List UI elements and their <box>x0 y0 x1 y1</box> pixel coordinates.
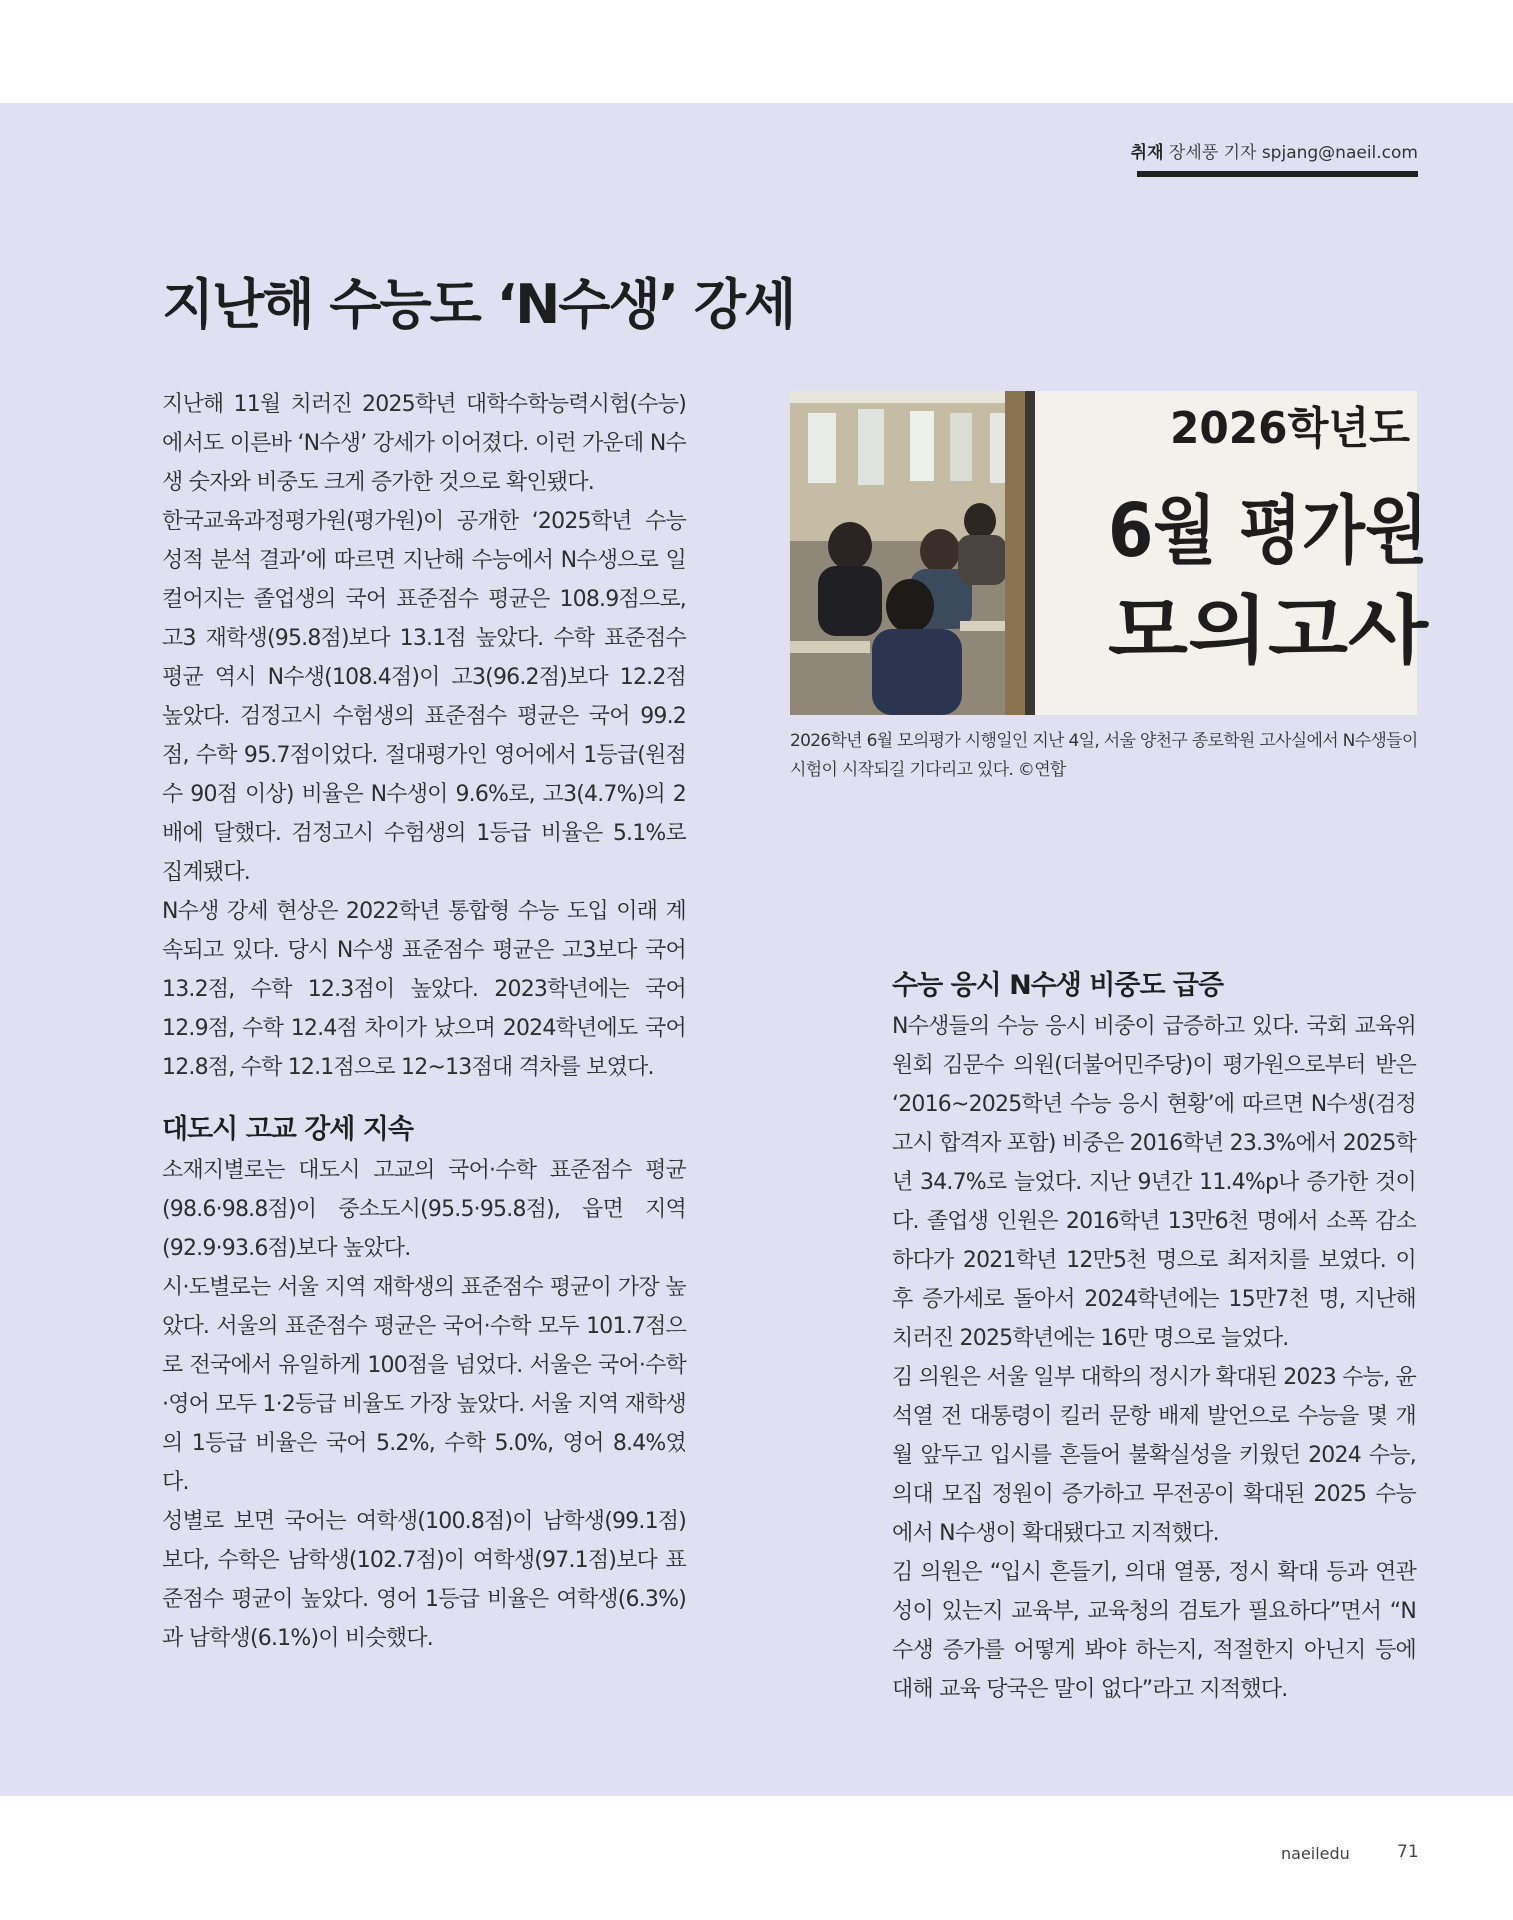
paragraph: 소재지별로는 대도시 고교의 국어·수학 표준점수 평균(98.6·98.8점)이 중소도시(95.5·95.8점), 읍면 지역(92.9·93.6점)보다 높았다. <box>162 1158 686 1261</box>
left-column <box>162 385 686 1658</box>
magazine-name: naeiledu <box>1281 1844 1350 1863</box>
paragraph: N수생들의 수능 응시 비중이 급증하고 있다. 국회 교육위원회 김문수 의원(더불어민주당)이 평가원으로부터 받은 ‘2016~2025학년 수능 응시 현황’에 따르면 N수생(검정고시 합격자 포함) 비중은 2016학년 23.3%에서 2025학년 34.7%로 늘었다. 지난 9년간 11.4%p나 증가한 것이다. 졸업생 인원은 2016학년 13만6천 명에서 소폭 감소하다가 2021학년 12만5천 명으로 최저치를 보였다. 이후 증가세로 돌아서 2024학년에는 15만7천 명, 지난해 치러진 2025학년에는 16만 명으로 늘었다. <box>892 1014 1416 1351</box>
paragraph: 한국교육과정평가원(평가원)이 공개한 ‘2025학년 수능 성적 분석 결과’에 따르면 지난해 수능에서 N수생으로 일컬어지는 졸업생의 국어 표준점수 평균은 108.9점으로, 고3 재학생(95.8점)보다 13.1점 높았다. 수학 표준점수 평균 역시 N수생(108.4점)이 고3(96.2점)보다 12.2점 높았다. 검정고시 수험생의 표준점수 평균은 국어 99.2점, 수학 95.7점이었다. 절대평가인 영어에서 1등급(원점수 90점 이상) 비율은 N수생이 9.6%로, 고3(4.7%)의 2배에 달했다. 검정고시 수험생의 1등급 비율은 5.1%로 집계됐다. <box>162 509 686 885</box>
byline-rule <box>1137 171 1418 177</box>
paragraph: 김 의원은 “입시 흔들기, 의대 열풍, 정시 확대 등과 연관성이 있는지 교육부, 교육청의 검토가 필요하다”면서 “N수생 증가를 어떻게 봐야 하는지, 적절한지 아닌지 등에 대해 교육 당국은 말이 없다”라고 지적했다. <box>892 1560 1416 1702</box>
paragraph: 김 의원은 서울 일부 대학의 정시가 확대된 2023 수능, 윤석열 전 대통령이 킬러 문항 배제 발언으로 수능을 몇 개월 앞두고 입시를 흔들어 불확실성을 키웠던 2024 수능, 의대 모집 정원이 증가하고 무전공이 확대된 2025 수능에서 N수생이 확대됐다고 지적했다. <box>892 1365 1416 1546</box>
paragraph: 성별로 보면 국어는 여학생(100.8점)이 남학생(99.1점)보다, 수학은 남학생(102.7점)이 여학생(97.1점)보다 표준점수 평균이 높았다. 영어 1등급 비율은 여학생(6.3%)과 남학생(6.1%)이 비슷했다. <box>162 1509 686 1651</box>
article-title: 지난해 수능도 ‘N수생’ 강세 <box>162 273 795 336</box>
byline-text: 장세풍 기자 spjang@naeil.com <box>1168 143 1418 163</box>
section-heading: 수능 응시 N수생 비중도 급증 <box>892 970 1224 1001</box>
sign-text-line2: 6월 평가원 <box>1108 488 1428 574</box>
section-heading: 대도시 고교 강세 지속 <box>162 1114 413 1145</box>
paragraph: 지난해 11월 치러진 2025학년 대학수학능력시험(수능)에서도 이른바 ‘N수생’ 강세가 이어졌다. 이런 가운데 N수생 숫자와 비중도 크게 증가한 것으로 확인됐다. <box>162 392 686 495</box>
sign-text-line3: 모의고사 <box>1108 588 1430 674</box>
photo-illustration <box>790 391 1430 715</box>
byline-label: 취재 <box>1130 143 1164 163</box>
byline <box>1131 138 1418 163</box>
right-column <box>892 965 1416 1709</box>
exam-room-photo <box>790 391 1430 715</box>
sign-text-line1: 2026학년도 <box>1170 403 1411 454</box>
photo-caption: 2026학년 6월 모의평가 시행일인 지난 4일, 서울 양천구 종로학원 고사실에서 N수생들이 시험이 시작되길 기다리고 있다. ©연합 <box>790 731 1418 780</box>
paragraph: N수생 강세 현상은 2022학년 통합형 수능 도입 이래 계속되고 있다. 당시 N수생 표준점수 평균은 고3보다 국어 13.2점, 수학 12.3점이 높았다. 2023학년에는 국어 12.9점, 수학 12.4점 차이가 났으며 2024학년에도 국어 12.8점, 수학 12.1점으로 12~13점대 격차를 보였다. <box>162 899 686 1080</box>
paragraph: 시·도별로는 서울 지역 재학생의 표준점수 평균이 가장 높았다. 서울의 표준점수 평균은 국어·수학 모두 101.7점으로 전국에서 유일하게 100점을 넘었다. 서울은 국어·수학·영어 모두 1·2등급 비율도 가장 높았다. 서울 지역 재학생의 1등급 비율은 국어 5.2%, 수학 5.0%, 영어 8.4%였다. <box>162 1275 687 1495</box>
page-number: 71 <box>1397 1842 1419 1862</box>
